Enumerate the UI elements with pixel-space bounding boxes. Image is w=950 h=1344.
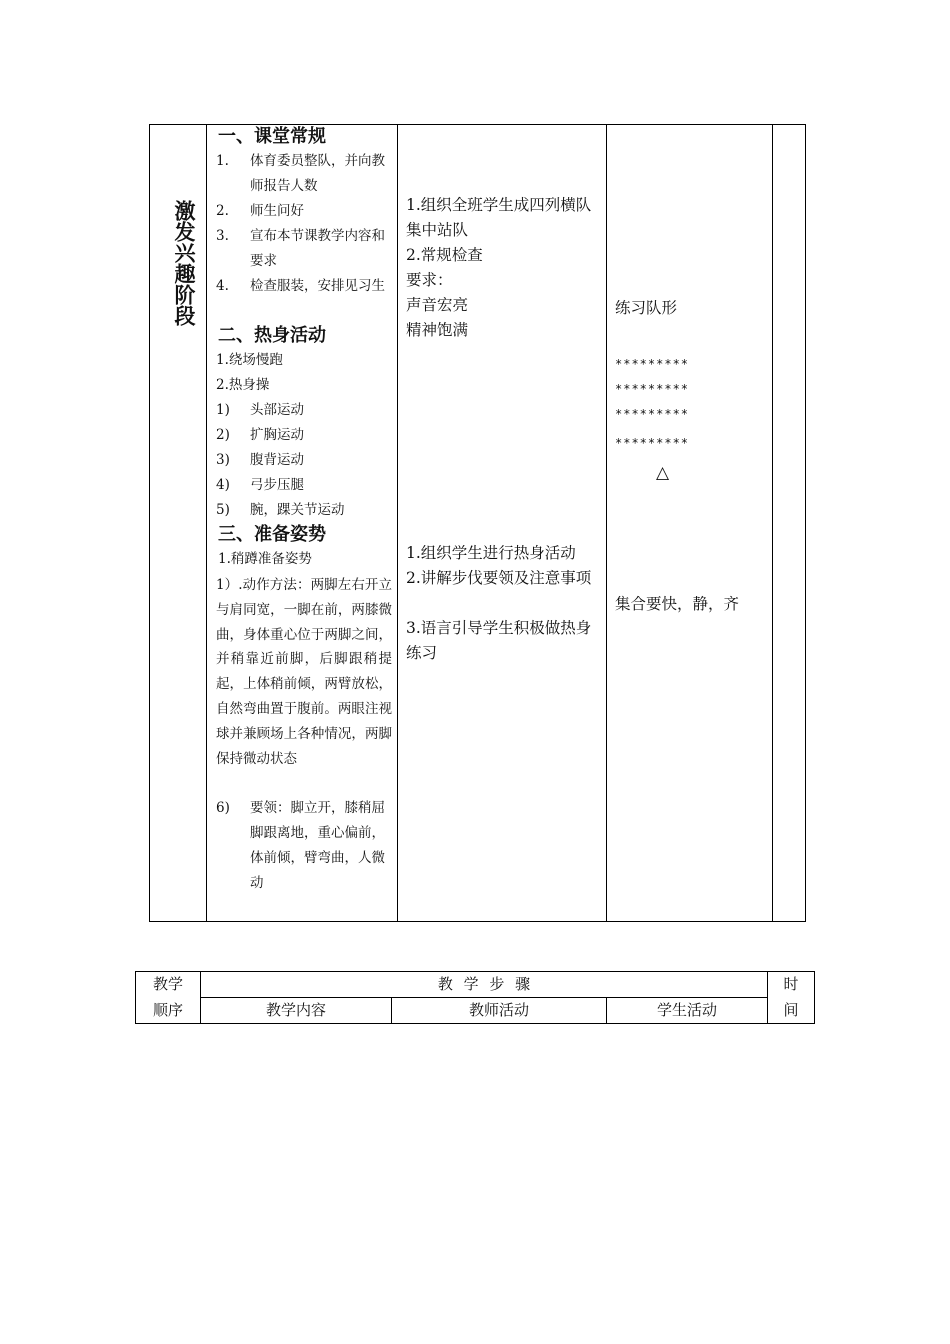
stage-title: 激发兴趣阶段 (172, 200, 197, 326)
list-number: 1. (216, 153, 229, 169)
header-teacher-activity: 教师活动 (468, 1001, 529, 1019)
header-order-line2: 顺序 (152, 1001, 183, 1019)
list-number: 4. (216, 278, 229, 294)
col-divider-1 (206, 124, 207, 922)
formation-row: ********* (615, 436, 690, 450)
teacher-line: 1.组织全班学生成四列横队集中站队 (406, 196, 592, 239)
list-number: 1) (216, 402, 230, 418)
list-item: 检查服装，安排见习生 (250, 278, 385, 294)
table-left-border (149, 124, 150, 922)
warmup-line: 2.热身操 (216, 377, 270, 393)
formation-title: 练习队形 (615, 299, 678, 317)
table-bottom-border (149, 921, 806, 922)
formation-row: ********* (615, 357, 690, 371)
header-time-line2: 间 (783, 1001, 799, 1019)
col-divider-2 (397, 124, 398, 922)
section-title-stance: 三、准备姿势 (218, 524, 326, 545)
header-content: 教学内容 (265, 1001, 326, 1019)
list-item: 体育委员整队，并向教师报告人数 (250, 153, 385, 194)
table-right-border (805, 124, 806, 922)
list-item: 扩胸运动 (250, 427, 304, 443)
col-divider-3 (606, 124, 607, 922)
stance-method-paragraph: 1）.动作方法：两脚左右开立与肩同宽，一脚在前，两膝微曲，身体重心位于两脚之间，并稍靠近前脚，后脚跟稍提起，上体稍前倾，两臂放松，自然弯曲置于腹前。两眼注视球并兼顾场上各种情况，两脚保持微动状态 (216, 577, 392, 767)
list-item: 要领：脚立开，膝稍屈脚跟离地，重心偏前，体前倾，臂弯曲，人微动 (250, 800, 385, 891)
list-item: 腕，踝关节运动 (250, 502, 345, 518)
list-number: 4) (216, 477, 230, 493)
section-title-warmup: 二、热身活动 (218, 325, 326, 346)
list-number: 6) (216, 800, 230, 816)
teacher-position-triangle-icon: △ (656, 463, 670, 483)
warmup-line: 1.绕场慢跑 (216, 352, 283, 368)
list-item: 宣布本节课教学内容和要求 (250, 228, 385, 269)
header-time-line1: 时 (783, 975, 799, 993)
teacher-line: 2.讲解步伐要领及注意事项 (406, 569, 592, 587)
teacher-line: 精神饱满 (406, 321, 469, 339)
list-number: 3) (216, 452, 230, 468)
teacher-line: 3.语言引导学生积极做热身练习 (406, 619, 592, 662)
header-right-border (814, 971, 815, 1024)
teacher-line: 2.常规检查 (406, 246, 483, 264)
list-number: 2. (216, 203, 229, 219)
list-number: 3. (216, 228, 229, 244)
list-item: 头部运动 (250, 402, 304, 418)
header-bottom-border (135, 1023, 815, 1024)
header-order-line1: 教学 (152, 975, 183, 993)
list-item: 弓步压腿 (250, 477, 304, 493)
teacher-line: 要求： (406, 271, 453, 289)
list-item: 腹背运动 (250, 452, 304, 468)
header-steps-title: 教 学 步 骤 (437, 975, 531, 993)
col-divider-4 (772, 124, 773, 922)
header-student-activity: 学生活动 (656, 1001, 717, 1019)
teacher-line: 声音宏亮 (406, 296, 469, 314)
list-item: 师生问好 (250, 203, 304, 219)
list-number: 2) (216, 427, 230, 443)
list-number: 5) (216, 502, 230, 518)
formation-row: ********* (615, 382, 690, 396)
student-note: 集合要快，静，齐 (615, 595, 740, 613)
stance-line: 1.稍蹲准备姿势 (218, 551, 312, 567)
section-title-routine: 一、课堂常规 (218, 126, 326, 147)
teacher-line: 1.组织学生进行热身活动 (406, 544, 576, 562)
formation-row: ********* (615, 407, 690, 421)
